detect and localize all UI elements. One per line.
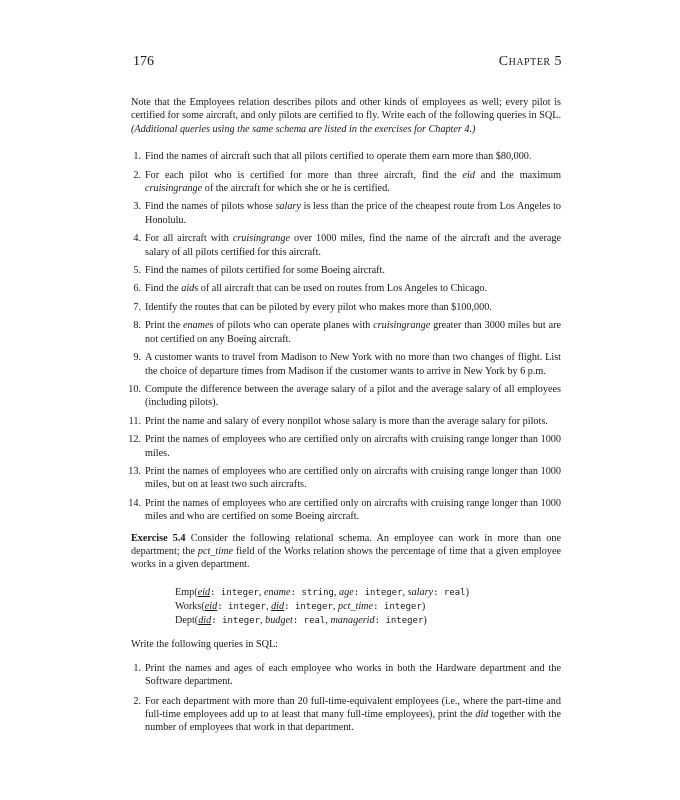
exercise-label: Exercise 5.4 (131, 532, 186, 544)
list-item: 12. Print the names of employees who are certified only on aircrafts with cruising range longer than 1000 miles. (128, 434, 561, 459)
list-item: 10. Compute the difference between the average salary of a pilot and the average salary of all employees (including pilots). (128, 383, 561, 409)
page-header (133, 54, 562, 70)
list-item: 2. For each pilot who is certified for more than three aircraft, find the eid and the maximum cruisingrange of the aircraft for which she or he is certified. (133, 169, 561, 195)
list-item: 11. Print the name and salary of every nonpilot whose salary is more than the average salary for pilots. (128, 415, 548, 427)
schema-works: Works(eid: integer, did: integer, pct_time: integer) (175, 600, 426, 612)
query-list (128, 150, 562, 523)
query-list-2 (131, 662, 561, 735)
list-item: 14. Print the names of employees who are certified only on aircrafts with cruising range longer than 1000 miles and who are certified on some Boeing aircraft. (128, 497, 561, 523)
list-item: 7. Identify the routes that can be piloted by every pilot who makes more than $100,000. (133, 301, 492, 313)
exercise-paragraph: Exercise 5.4 Consider the following relational schema. An employee can work in more than one department; the pct_time field of the Works relation shows the percentage of time that a given employee works in a given department. (131, 532, 562, 571)
list-item: 2. For each department with more than 20 full-time-equivalent employees (i.e., where the part-time and full-time employees add up to at least that many full-time employees), print the did together with the number of employees that work in that department. (133, 695, 561, 734)
page-number: 176 (133, 54, 154, 69)
intro-paragraph: Note that the Employees relation describes pilots and other kinds of employees as well; every pilot is certified for some aircraft, and only pilots are certified to fly. Write each of the following queries in SQL. (Additional queries using the same schema are listed in the exercises for Chapter 4.) (131, 97, 561, 135)
list-item: 1. Print the names and ages of each employee who works in both the Hardware department and the Software department. (133, 662, 561, 688)
schema-dept: Dept(did: integer, budget: real, managerid: integer) (175, 615, 427, 627)
list-item: 6. Find the aids of all aircraft that can be used on routes from Los Angeles to Chicago. (133, 283, 488, 295)
list-item: 5. Find the names of pilots certified for some Boeing aircraft. (133, 265, 385, 277)
chapter-title: Chapter 5 (498, 54, 562, 69)
list-item: 9. A customer wants to travel from Madison to New York with no more than two changes of flight. List the choice of departure times from Madison if the customer wants to arrive in New York by 6 p.m. (133, 352, 561, 377)
list-item: 4. For all aircraft with cruisingrange over 1000 miles, find the name of the aircraft and the average salary of all pilots certified for this aircraft. (133, 233, 562, 258)
relational-schema (175, 586, 561, 629)
list-item: 3. Find the names of pilots whose salary is less than the price of the cheapest route from Los Angeles to Honolulu. (133, 201, 561, 226)
list-item: 13. Print the names of employees who are certified only on aircrafts with cruising range longer than 1000 miles, but on at least two such aircrafts. (128, 465, 561, 491)
list-item: 8. Print the enames of pilots who can operate planes with cruisingrange greater than 3000 miles but are not certified on any Boeing aircraft. (133, 320, 562, 345)
write-queries-line: Write the following queries in SQL: (131, 639, 278, 651)
schema-emp: Emp(eid: integer, ename: string, age: integer, salary: real) (175, 586, 469, 598)
list-item: 1. Find the names of aircraft such that all pilots certified to operate them earn more than $80,000. (133, 151, 532, 163)
page-body (128, 96, 562, 741)
